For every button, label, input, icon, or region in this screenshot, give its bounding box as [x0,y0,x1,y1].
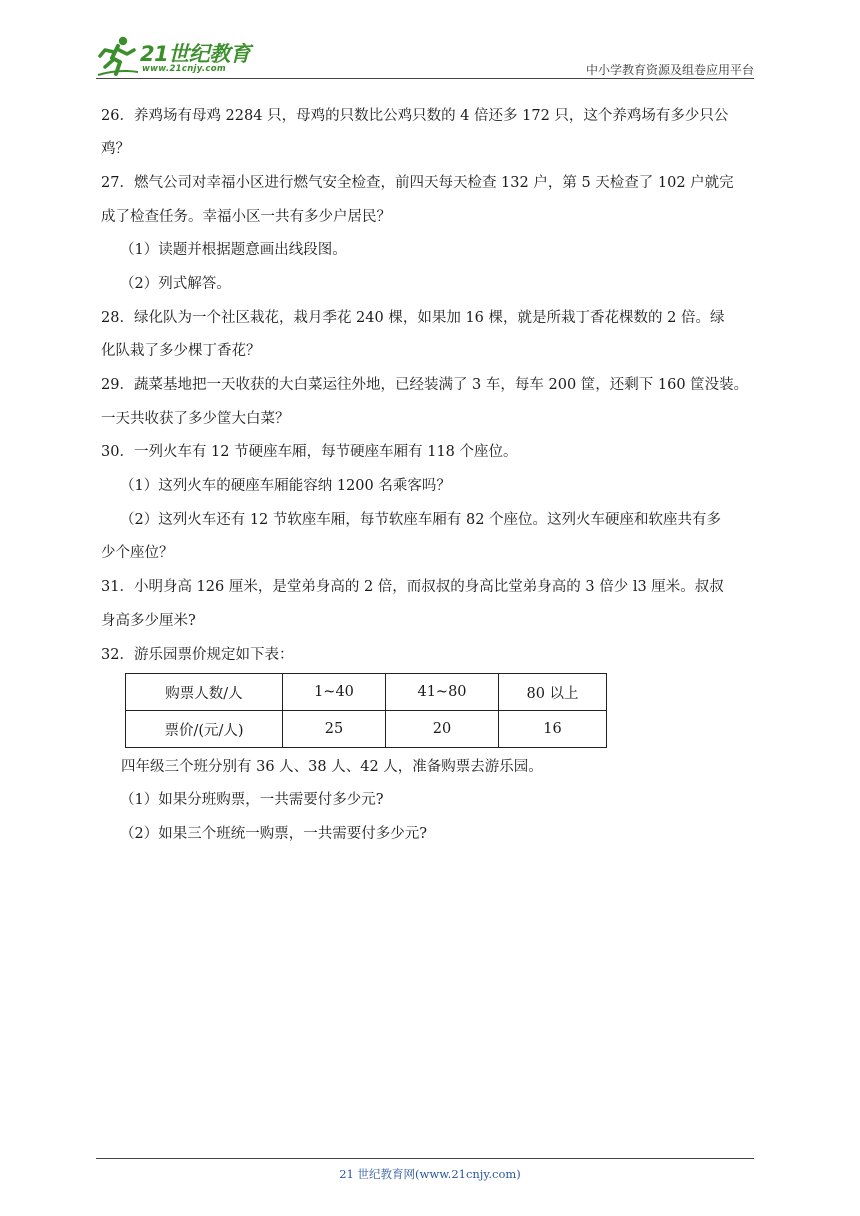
footer-link[interactable]: 21 世纪教育网(www.21cnjy.com) [339,1167,521,1181]
question-30-part-2-line-1: （2）这列火车还有 12 节软座车厢，每节软座车厢有 82 个座位。这列火车硬座和软座共有多 [120,512,722,528]
logo-text: 21世纪教育 [140,42,251,66]
footer-divider [96,1158,754,1159]
header-platform-text: 中小学教育资源及组卷应用平台 [585,63,754,77]
question-27-line-1: 27．燃气公司对幸福小区进行燃气安全检查，前四天每天检查 132 户，第 5 天检查了 102 户就完 [101,175,734,191]
question-27-line-2: 成了检查任务。幸福小区一共有多少户居民？ [101,209,391,225]
question-26-line-2: 鸡？ [101,141,130,157]
question-32-part-2: （2）如果三个班统一购票，一共需要付多少元? [120,826,427,842]
question-29-line-2: 一天共收获了多少筐大白菜？ [101,411,290,427]
question-31-line-1: 31．小明身高 126 厘米，是堂弟身高的 2 倍，而叔叔的身高比堂弟身高的 3 倍少 l3 厘米。叔叔 [101,579,724,595]
table-cell: 20 [386,711,499,748]
table-cell: 16 [499,711,607,748]
question-30-part-1: （1）这列火车的硬座车厢能容纳 1200 名乘客吗？ [120,478,451,494]
question-32-part-1: （1）如果分班购票，一共需要付多少元? [120,792,384,808]
question-32-line-1: 32．游乐园票价规定如下表： [101,647,294,663]
question-27-part-2: （2）列式解答。 [120,276,231,292]
ticket-price-table [125,673,607,748]
question-26-line-1: 26．养鸡场有母鸡 2284 只，母鸡的只数比公鸡只数的 4 倍还多 172 只，这个养鸡场有多少只公 [101,108,729,124]
question-30-part-2-line-2: 少个座位？ [101,545,174,561]
question-31-line-2: 身高多少厘米? [101,613,196,629]
question-28-line-1: 28．绿化队为一个社区栽花，栽月季花 240 棵，如果加 16 棵，就是所栽丁香花棵数的 2 倍。绿 [101,310,725,326]
question-29-line-1: 29．蔬菜基地把一天收获的大白菜运往外地，已经装满了 3 车，每车 200 筐，还剩下 160 筐没装。 [101,377,749,393]
table-cell: 票价/(元/人) [126,711,283,748]
question-32-line-2: 四年级三个班分别有 36 人、38 人、42 人，准备购票去游乐园。 [121,759,543,775]
question-27-part-1: （1）读题并根据题意画出线段图。 [120,242,347,258]
table-cell: 1~40 [283,674,386,711]
table-cell: 25 [283,711,386,748]
table-cell: 购票人数/人 [126,674,283,711]
table-row [126,711,607,748]
question-30-line-1: 30．一列火车有 12 节硬座车厢，每节硬座车厢有 118 个座位。 [101,444,518,460]
logo-url: www.21cnjy.com [142,64,226,74]
table-cell: 41~80 [386,674,499,711]
table-cell: 80 以上 [499,674,607,711]
table-row [126,674,607,711]
question-28-line-2: 化队栽了多少棵丁香花？ [101,343,261,359]
